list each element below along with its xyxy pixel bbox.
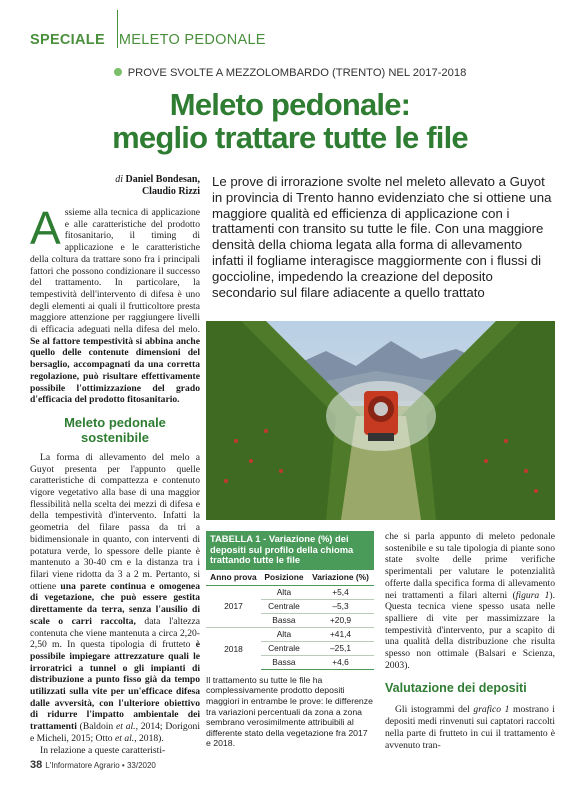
column-1 <box>30 202 200 756</box>
column-header: Anno prova <box>206 570 261 586</box>
italic-segment: et al. <box>115 732 135 744</box>
table-note: Il trattamento su tutte le file ha complessivamente prodotto depositi maggiori in entrambe le prove: le differenze tra variazioni percentuali da zona a zona sembrano verosimilmente attribuibili al differente stato della vegetazione fra 2017 e 2018. <box>206 674 373 749</box>
paragraph-guyot <box>30 452 200 745</box>
text-segment: che si parla appunto di meleto pedonale sostenibile e su tale tipologia di piante sono state svolte delle prime verifiche sperimentali per valutare le potenzialità offerte dalla specifica forma di allevamento nei trattamenti a filari alterni ( <box>385 531 555 601</box>
value-cell: +4,6 <box>307 655 374 669</box>
value-cell: –5,3 <box>307 599 374 613</box>
byline-prefix: di <box>115 174 124 185</box>
table-grid <box>206 570 374 670</box>
paragraph-continuation <box>385 531 555 671</box>
column-header: Variazione (%) <box>307 570 374 586</box>
position-cell: Alta <box>261 627 307 641</box>
position-cell: Bassa <box>261 655 307 669</box>
page-title <box>0 88 580 154</box>
position-cell: Bassa <box>261 613 307 627</box>
table-title: TABELLA 1 - Variazione (%) dei depositi sul profilo della chioma trattando tutte le file <box>206 531 374 570</box>
orchard-sprayer-photo-illustration <box>206 321 555 520</box>
year-cell: 2017 <box>224 601 243 612</box>
subheading-line-1: Meleto pedonale <box>64 414 166 430</box>
italic-segment: et al. <box>116 721 136 733</box>
page-footer <box>30 759 156 771</box>
paragraph-intro <box>30 202 200 406</box>
subheading-valutazione: Valutazione dei depositi <box>385 681 527 696</box>
title-line-1: Meleto pedonale: <box>169 87 411 122</box>
paragraph-relazione: In relazione a queste caratteristi- <box>40 744 166 756</box>
year-cell: 2018 <box>206 627 261 669</box>
orchard-sprayer-photo <box>206 321 555 520</box>
section-name: SPECIALE <box>30 32 105 48</box>
subsection-name: MELETO PEDONALE <box>118 32 266 48</box>
table-row <box>206 627 374 641</box>
value-cell: +5,4 <box>332 587 349 598</box>
author-1: Daniel Bondesan, <box>125 174 200 185</box>
text-segment: (Baldoin <box>79 721 116 733</box>
intro-bold: Se al fattore tempestività si abbina anche quello delle contenute dimensioni del bersaglio, accompagnati da una corretta regolazione, può risultare effettivamente possibile l'ottimizzazione del grado d'efficacia del prodotto fitosanitario. <box>30 335 200 406</box>
column-3 <box>385 531 555 751</box>
subheading-line-2: sostenibile <box>81 429 149 445</box>
text-segment: Gli istogrammi del <box>395 704 474 716</box>
intro-text: ssieme alla tecnica di applicazione e alle caratteristiche del prodotto fitosanitario, il timing di applicazione e le caratteristiche della coltura da trattare sono fra i principali fattori che possono condizionare il successo del trattamento. In particolare, la tempestività dell'intervento di difesa è uno degli elementi ai quali il frutticoltore presta maggiore attenzione per raggiungere livelli di efficacia adeguati nella difesa del melo. <box>30 207 200 336</box>
text-segment: La forma di allevamento del melo a Guyot presenta per l'appunto quelle caratteristiche di compattezza e contenuto vigore vegetativo alla base di una maggior flessibilità nella scelta dei mezzi di difesa e della tempestività d'intervento. Infatti la geometria del filare passa da tri a bidimensionale in quanto, con interventi di potatura verde, lo spessore delle piante è mantenuto a 30-40 cm e la distanza tra i filari viene ridotta da 3 a 2 m. Pertanto, si ottiene <box>30 451 200 592</box>
value-cell: +41,4 <box>307 627 374 641</box>
text-segment: ). Questa tecnica viene spesso usata nelle spalliere di vite per massimizzare la tempestività d'intervento, pur a scapito di una qualità della distribuzione che risulta spesso non ottimale (Balsari e Scienza, 2003). <box>385 589 555 671</box>
author-2: Claudio Rizzi <box>141 186 200 197</box>
text-segment: , 2018). <box>134 732 164 744</box>
publication-info: L'Informatore Agrario • 33/2020 <box>45 761 156 770</box>
italic-segment: grafico 1 <box>473 704 510 716</box>
bold-segment: è possibile impiegare attrezzature quali le irroratrici a tunnel o gli impianti di distribuzione a punto fisso già da tempo utilizzati sulla vite per un'efficace difesa dalle avversità, con l'ulteriore obiettivo di ridurre l'impatto ambientale dei trattamenti <box>30 639 200 733</box>
subheading-meleto-pedonale <box>30 415 200 445</box>
table-row <box>206 585 374 599</box>
text-segment: data l'altezza contenuta che viene mantenuta a circa 2,20-2,50 m. In questa tipologia di frutteto <box>30 615 200 651</box>
value-cell: –25,1 <box>307 641 374 655</box>
page-number: 38 <box>30 759 43 771</box>
drop-cap: A <box>30 202 61 254</box>
italic-segment: figura 1 <box>515 589 550 601</box>
position-cell: Centrale <box>261 599 307 613</box>
column-header: Posizione <box>261 570 307 586</box>
text-segment: mostrano i depositi medi rinvenuti sui captatori raccolti nella parte di frutteto in cui il trattamento è avvenuto tran- <box>385 704 555 751</box>
position-cell: Alta <box>276 587 292 598</box>
title-line-2: meglio trattare tutte le file <box>112 120 468 155</box>
section-label <box>30 32 266 48</box>
value-cell: +20,9 <box>307 613 374 627</box>
kicker-text: PROVE SVOLTE A MEZZOLOMBARDO (TRENTO) NEL 2017-2018 <box>127 67 467 79</box>
bullet-dot-icon <box>114 68 122 76</box>
table-1 <box>206 531 374 749</box>
bold-segment: una parete continua e omogenea di vegetazione, che può essere gestita direttamente da terra, senza l'ausilio di scale o carri raccolta, <box>30 580 200 627</box>
paragraph-valutazione <box>385 704 555 751</box>
lead-paragraph: Le prove di irrorazione svolte nel meleto allevato a Guyot in provincia di Trento hanno evidenziato che si ottiene una maggiore qualità ed efficienza di applicazione con i trattamenti con transito su tutte le file. Con una maggiore densità della chioma legata alla forma di allevamento infatti il fogliame interagisce maggiormente con i flussi di goccioline, impedendo la creazione del deposito secondario sul filare adiacente a quello trattato <box>212 174 552 300</box>
byline <box>60 174 200 198</box>
position-cell: Centrale <box>261 641 307 655</box>
kicker <box>0 67 580 79</box>
text-segment: , 2014; Dorigoni e Micheli, 2015; Otto <box>30 721 200 744</box>
